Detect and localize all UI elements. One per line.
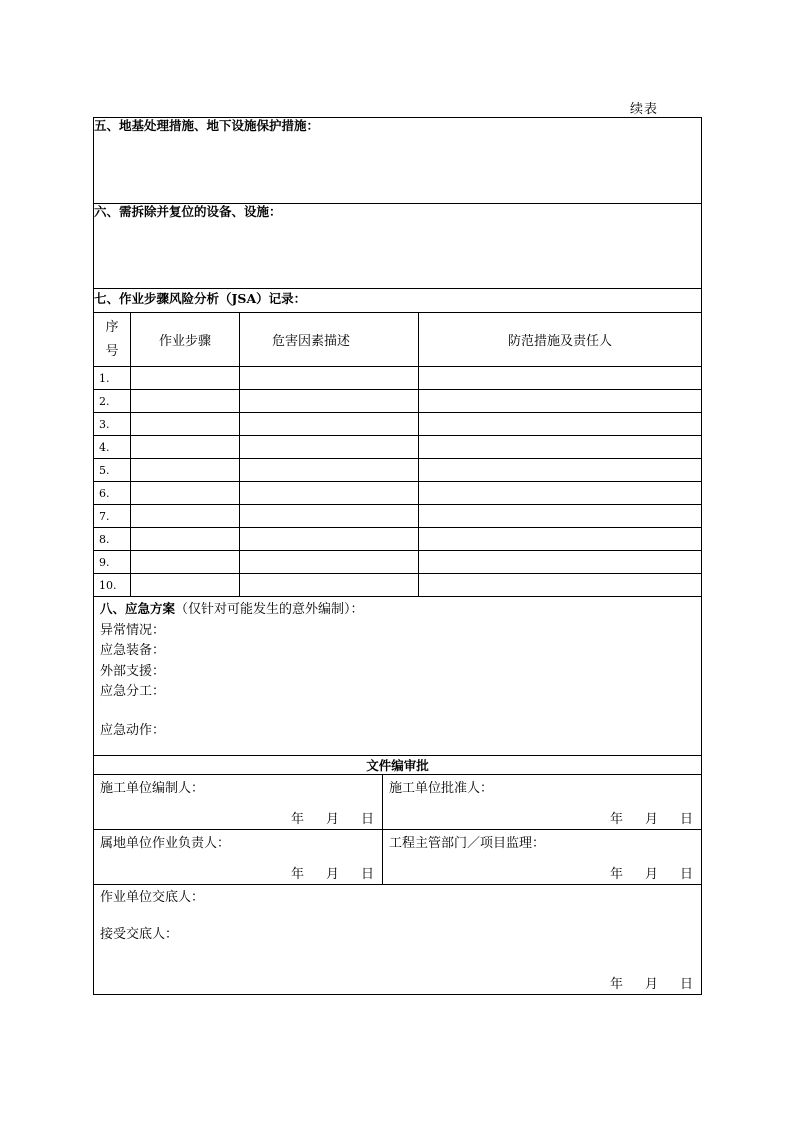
col-header-seq-top: 序 [105,319,119,335]
section-emergency-plan [94,597,702,756]
measure-cell[interactable] [419,436,702,459]
handover-signature-cell[interactable] [94,885,702,995]
step-cell[interactable] [131,551,240,574]
row-number: 2. [94,390,131,413]
measure-cell[interactable] [419,528,702,551]
table-row [94,551,702,574]
approval-row-1 [94,775,702,830]
emergency-support-label: 外部支援： [100,663,166,679]
col-header-seq-bottom: 号 [105,343,119,359]
row-number: 6. [94,482,131,505]
local-leader-date: 年 月 日 [290,867,374,882]
supervisor-label: 工程主管部门／项目监理： [389,836,546,851]
table-row [94,367,702,390]
table-row [94,482,702,505]
col-header-seq [94,313,131,367]
step-cell[interactable] [131,390,240,413]
emergency-title-line [100,599,695,621]
compiler-label: 施工单位编制人： [100,781,205,796]
handover-giver-label: 作业单位交底人： [100,890,205,905]
section-jsa-header [94,289,702,313]
table-row [94,505,702,528]
emergency-division-label: 应急分工： [100,684,166,699]
step-cell[interactable] [131,482,240,505]
measure-cell[interactable] [419,367,702,390]
continue-label: 续表 [630,102,659,117]
table-row [94,528,702,551]
jsa-column-headers [94,313,702,367]
row-number: 4. [94,436,131,459]
section-6-title: 六、需拆除并复位的设备、设施： [94,204,702,289]
emergency-equipment-label: 应急装备： [100,643,166,658]
hazard-cell[interactable] [240,482,419,505]
row-number: 7. [94,505,131,528]
measure-cell[interactable] [419,459,702,482]
spacer [100,703,695,721]
measure-cell[interactable] [419,505,702,528]
step-cell[interactable] [131,505,240,528]
emergency-plan-cell[interactable] [94,597,702,756]
approval-title: 文件编审批 [94,756,702,775]
measure-cell[interactable] [419,551,702,574]
section-equipment-removal [94,204,702,289]
emergency-abnormal-label: 异常情况： [100,622,166,638]
step-cell[interactable] [131,528,240,551]
table-row [94,459,702,482]
approval-row-2 [94,830,702,885]
supervisor-signature-cell[interactable] [383,830,702,885]
row-number: 1. [94,367,131,390]
table-row [94,390,702,413]
step-cell[interactable] [131,459,240,482]
measure-cell[interactable] [419,574,702,597]
supervisor-date: 年 月 日 [609,867,693,882]
row-number: 5. [94,459,131,482]
hazard-cell[interactable] [240,367,419,390]
table-row [94,413,702,436]
hazard-cell[interactable] [240,505,419,528]
approver-signature-cell[interactable] [383,775,702,830]
step-cell[interactable] [131,574,240,597]
approver-label: 施工单位批准人： [389,781,494,796]
measure-cell[interactable] [419,482,702,505]
step-cell[interactable] [131,367,240,390]
approver-date: 年 月 日 [609,812,693,827]
handover-receiver-label: 接受交底人： [100,927,179,942]
hazard-cell[interactable] [240,528,419,551]
step-cell[interactable] [131,413,240,436]
col-header-step: 作业步骤 [131,313,240,367]
handover-date: 年 月 日 [609,977,693,992]
hazard-cell[interactable] [240,390,419,413]
step-cell[interactable] [131,436,240,459]
local-leader-signature-cell[interactable] [94,830,383,885]
section-foundation-measures [94,118,702,204]
table-row [94,436,702,459]
row-number: 9. [94,551,131,574]
local-leader-label: 属地单位作业负责人： [100,836,231,851]
measure-cell[interactable] [419,413,702,436]
approval-header-row [94,756,702,775]
table-row [94,574,702,597]
row-number: 3. [94,413,131,436]
row-number: 8. [94,528,131,551]
hazard-cell[interactable] [240,436,419,459]
hazard-cell[interactable] [240,574,419,597]
emergency-note: （仅针对可能发生的意外编制）： [175,602,364,617]
emergency-title: 八、应急方案 [100,601,176,616]
compiler-signature-cell[interactable] [94,775,383,830]
section-5-title: 五、地基处理措施、地下设施保护措施： [94,118,702,204]
compiler-date: 年 月 日 [290,812,374,827]
handover-row [94,885,702,995]
measure-cell[interactable] [419,390,702,413]
row-number: 10. [94,574,131,597]
emergency-action-label: 应急动作： [100,722,166,738]
hazard-cell[interactable] [240,459,419,482]
hazard-cell[interactable] [240,551,419,574]
col-header-measure: 防范措施及责任人 [419,313,702,367]
col-header-hazard: 危害因素描述 [240,313,419,367]
permit-form-table [93,117,702,995]
hazard-cell[interactable] [240,413,419,436]
section-7-title: 七、作业步骤风险分析（JSA）记录： [94,289,702,313]
